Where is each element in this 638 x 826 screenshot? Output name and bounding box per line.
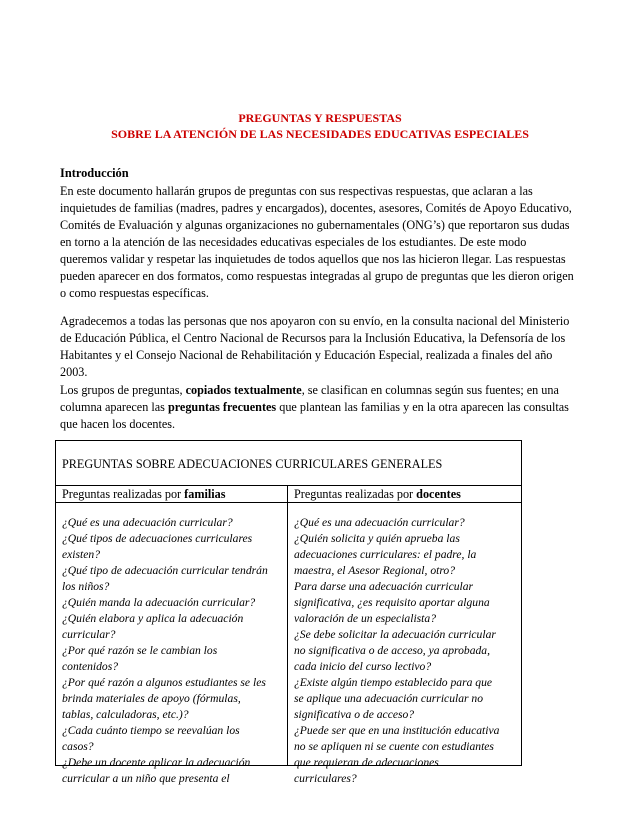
question-line: cada inicio del curso lectivo? xyxy=(294,660,432,673)
question-line: ¿Qué tipos de adecuaciones curriculares xyxy=(62,532,253,545)
paragraph-line xyxy=(60,382,590,399)
table-title: PREGUNTAS SOBRE ADECUACIONES CURRICULARES GENERALES xyxy=(62,457,443,471)
question-line: no se apliquen ni se cuente con estudiantes xyxy=(294,740,494,753)
paragraph-line xyxy=(60,399,590,416)
teachers-questions-cell xyxy=(288,503,521,785)
question-line: los niños? xyxy=(62,580,110,593)
paragraph-line: o como respuestas específicas. xyxy=(60,286,209,300)
question-line: ¿Por qué razón se le cambian los xyxy=(62,644,218,657)
question-line: ¿Puede ser que en una institución educativa xyxy=(294,724,500,737)
question-line: curricular? xyxy=(62,628,116,641)
questions-table xyxy=(55,440,522,785)
paragraph-line: inquietudes de familias (madres, padres y encargados), docentes, asesores, Comités de Apoyo Educativo, xyxy=(60,201,572,215)
paragraph-line: Comités de Evaluación y algunas organizaciones no gubernamentales (ONG’s) que reportaron sus dudas xyxy=(60,218,570,232)
question-line: ¿Qué es una adecuación curricular? xyxy=(62,516,233,529)
question-line: significativa o de acceso? xyxy=(294,708,415,721)
question-line: valoración de un especialista? xyxy=(294,612,436,625)
question-line: existen? xyxy=(62,548,100,561)
paragraph-line: de Educación Pública, el Centro Nacional de Recursos para la Inclusión Educativa, la Defensoría de los xyxy=(60,331,566,345)
intro-paragraph-1 xyxy=(60,183,590,302)
table-title-cell xyxy=(56,441,521,486)
question-line: no significativa o de acceso, ya aprobada, xyxy=(294,644,490,657)
question-line: adecuaciones curriculares: el padre, la xyxy=(294,548,477,561)
intro-paragraph-3 xyxy=(60,382,590,433)
paragraph-line: Agradecemos a todas las personas que nos apoyaron con su envío, en la consulta nacional del Ministerio xyxy=(60,314,570,328)
question-line: ¿Qué tipo de adecuación curricular tendrán xyxy=(62,564,268,577)
teachers-column-header xyxy=(288,486,521,503)
question-line: ¿Quién elabora y aplica la adecuación xyxy=(62,612,244,625)
intro-paragraph-2 xyxy=(60,313,590,381)
families-questions-cell xyxy=(56,503,288,785)
question-line: brinda materiales de apoyo (fórmulas, xyxy=(62,692,241,705)
bold-text-run: preguntas frecuentes xyxy=(167,400,277,414)
question-line: maestra, el Asesor Regional, otro? xyxy=(294,564,456,577)
intro-heading: Introducción xyxy=(60,166,129,180)
question-line: casos? xyxy=(62,740,94,753)
title-line-1: PREGUNTAS Y RESPUESTAS xyxy=(238,111,402,125)
question-line: que requieran de adecuaciones xyxy=(294,756,439,769)
question-line: ¿Debe un docente aplicar la adecuación xyxy=(62,756,251,769)
header-bold: docentes xyxy=(416,487,461,501)
text-run: que plantean las familias y en la otra aparecen las consultas xyxy=(276,400,569,414)
question-line: se aplique una adecuación curricular no xyxy=(294,692,484,705)
question-line: ¿Por qué razón a algunos estudiantes se les xyxy=(62,676,266,689)
question-line: ¿Existe algún tiempo establecido para que xyxy=(294,676,493,689)
text-run: columna aparecen las xyxy=(60,400,168,414)
question-line: ¿Quién solicita y quién aprueba las xyxy=(294,532,460,545)
header-prefix: Preguntas realizadas por xyxy=(62,487,185,501)
text-run: , se clasifican en columnas según sus fuentes; en una xyxy=(301,383,559,397)
paragraph-line: que hacen los docentes. xyxy=(60,417,176,431)
paragraph-line: En este documento hallarán grupos de preguntas con sus respectivas respuestas, que aclaran a las xyxy=(60,184,533,198)
paragraph-line: Habitantes y el Consejo Nacional de Rehabilitación y Educación Especial, realizada a finales del año xyxy=(60,348,553,362)
question-line: curriculares? xyxy=(294,772,357,785)
question-line: ¿Se debe solicitar la adecuación curricular xyxy=(294,628,496,641)
question-line: Para darse una adecuación curricular xyxy=(294,580,474,593)
paragraph-line: pueden aparecer en dos formatos, como respuestas integradas al grupo de preguntas que les dieron origen xyxy=(60,269,574,283)
question-line: curricular a un niño que presenta el xyxy=(62,772,230,785)
question-line: significativa, ¿es requisito aportar alguna xyxy=(294,596,490,609)
bold-text-run: copiados textualmente xyxy=(185,383,302,397)
question-line: ¿Cada cuánto tiempo se reevalúan los xyxy=(62,724,240,737)
question-line: ¿Qué es una adecuación curricular? xyxy=(294,516,465,529)
text-run: Los grupos de preguntas, xyxy=(60,383,186,397)
title-line-2: SOBRE LA ATENCIÓN DE LAS NECESIDADES EDUCATIVAS ESPECIALES xyxy=(111,127,529,141)
question-line: ¿Quién manda la adecuación curricular? xyxy=(62,596,256,609)
question-line: contenidos? xyxy=(62,660,119,673)
question-line: tablas, calculadoras, etc.)? xyxy=(62,708,189,721)
paragraph-line: queremos validar y respetar las inquietudes de todos aquellos que nos las hicieron llegar. Las respuestas xyxy=(60,252,566,266)
families-column-header xyxy=(56,486,288,503)
paragraph-line: en torno a la atención de las necesidades educativas especiales de los estudiantes. De este modo xyxy=(60,235,527,249)
paragraph-line: 2003. xyxy=(60,365,88,379)
header-bold: familias xyxy=(184,487,226,501)
header-prefix: Preguntas realizadas por xyxy=(294,487,417,501)
document-title xyxy=(60,110,580,142)
